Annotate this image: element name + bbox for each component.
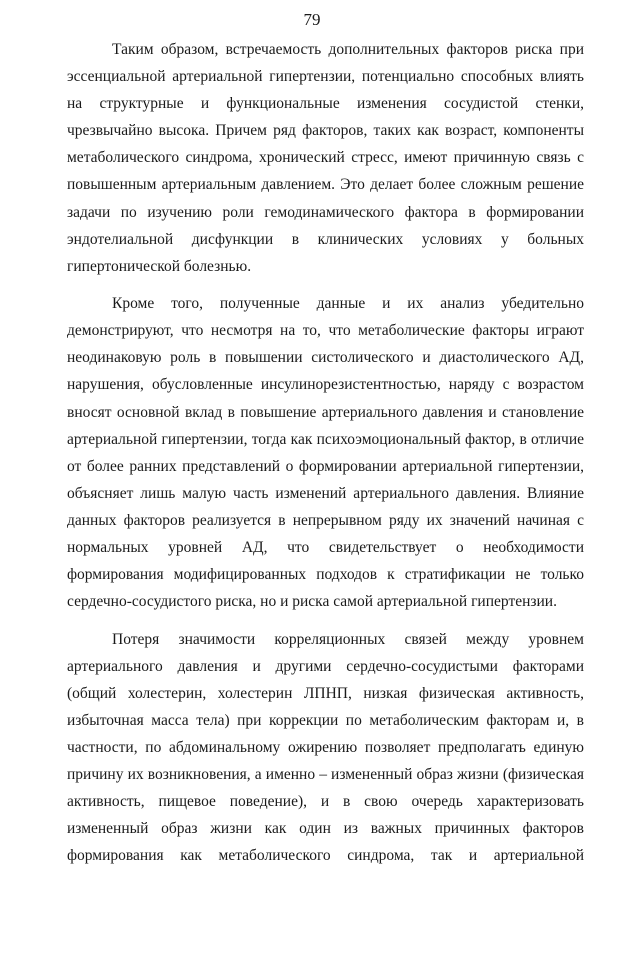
text-line: на структурные и функциональные изменения сосудистой стенки, xyxy=(67,95,584,112)
text-line: активность, пищевое поведение), и в свою очередь характеризовать xyxy=(67,793,584,810)
text-line: Таким образом, встречаемость дополнительных факторов риска при xyxy=(112,41,584,58)
text-line: гипертонической болезнью. xyxy=(67,258,252,275)
text-line: демонстрируют, что несмотря на то, что метаболические факторы играют xyxy=(67,322,584,339)
text-line: повышенным артериальным давлением. Это делает более сложным решение xyxy=(67,176,584,193)
text-line: данных факторов реализуется в непрерывном ряду их значений начиная с xyxy=(67,512,584,529)
text-line: (общий холестерин, холестерин ЛПНП, низкая физическая активность, xyxy=(67,685,584,702)
page-number: 79 xyxy=(303,10,321,29)
text-line: причину их возникновения, а именно – измененный образ жизни (физическая xyxy=(67,766,584,783)
text-line: эссенциальной артериальной гипертензии, потенциально способных влиять xyxy=(67,68,584,85)
text-line: задачи по изучению роли гемодинамического фактора в формировании xyxy=(67,204,584,221)
text-line: эндотелиальной дисфункции в клинических условиях у больных xyxy=(67,231,584,248)
text-line: вносят основной вклад в повышение артериального давления и становление xyxy=(67,404,584,421)
text-line: измененный образ жизни как один из важных причинных факторов xyxy=(67,820,584,837)
text-line: артериального давления и другими сердечно-сосудистыми факторами xyxy=(67,658,584,675)
text-line: Потеря значимости корреляционных связей между уровнем xyxy=(112,631,584,648)
text-line: чрезвычайно высока. Причем ряд факторов, таких как возраст, компоненты xyxy=(67,122,584,139)
text-line: от более ранних представлений о формировании артериальной гипертензии, xyxy=(67,458,584,475)
text-line: артериальной гипертензии, тогда как психоэмоциональный фактор, в отличие xyxy=(67,431,584,448)
text-line: Кроме того, полученные данные и их анализ убедительно xyxy=(112,295,584,312)
text-line: формирования модифицированных подходов к стратификации не только xyxy=(67,566,584,583)
text-line: метаболического синдрома, хронический стресс, имеют причинную связь с xyxy=(67,149,584,166)
text-line: нормальных уровней АД, что свидетельствует о необходимости xyxy=(67,539,584,556)
text-line: объясняет лишь малую часть изменений артериального давления. Влияние xyxy=(67,485,584,502)
text-line: сердечно-сосудистого риска, но и риска самой артериальной гипертензии. xyxy=(67,593,557,610)
text-line: нарушения, обусловленные инсулинорезистентностью, наряду с возрастом xyxy=(67,376,584,393)
text-line: формирования как метаболического синдрома, так и артериальной xyxy=(67,847,584,864)
text-line: частности, по абдоминальному ожирению позволяет предполагать единую xyxy=(67,739,584,756)
text-line: избыточная масса тела) при коррекции по метаболическим факторам и, в xyxy=(67,712,584,729)
text-line: неодинаковую роль в повышении систолического и диастолического АД, xyxy=(67,349,584,366)
